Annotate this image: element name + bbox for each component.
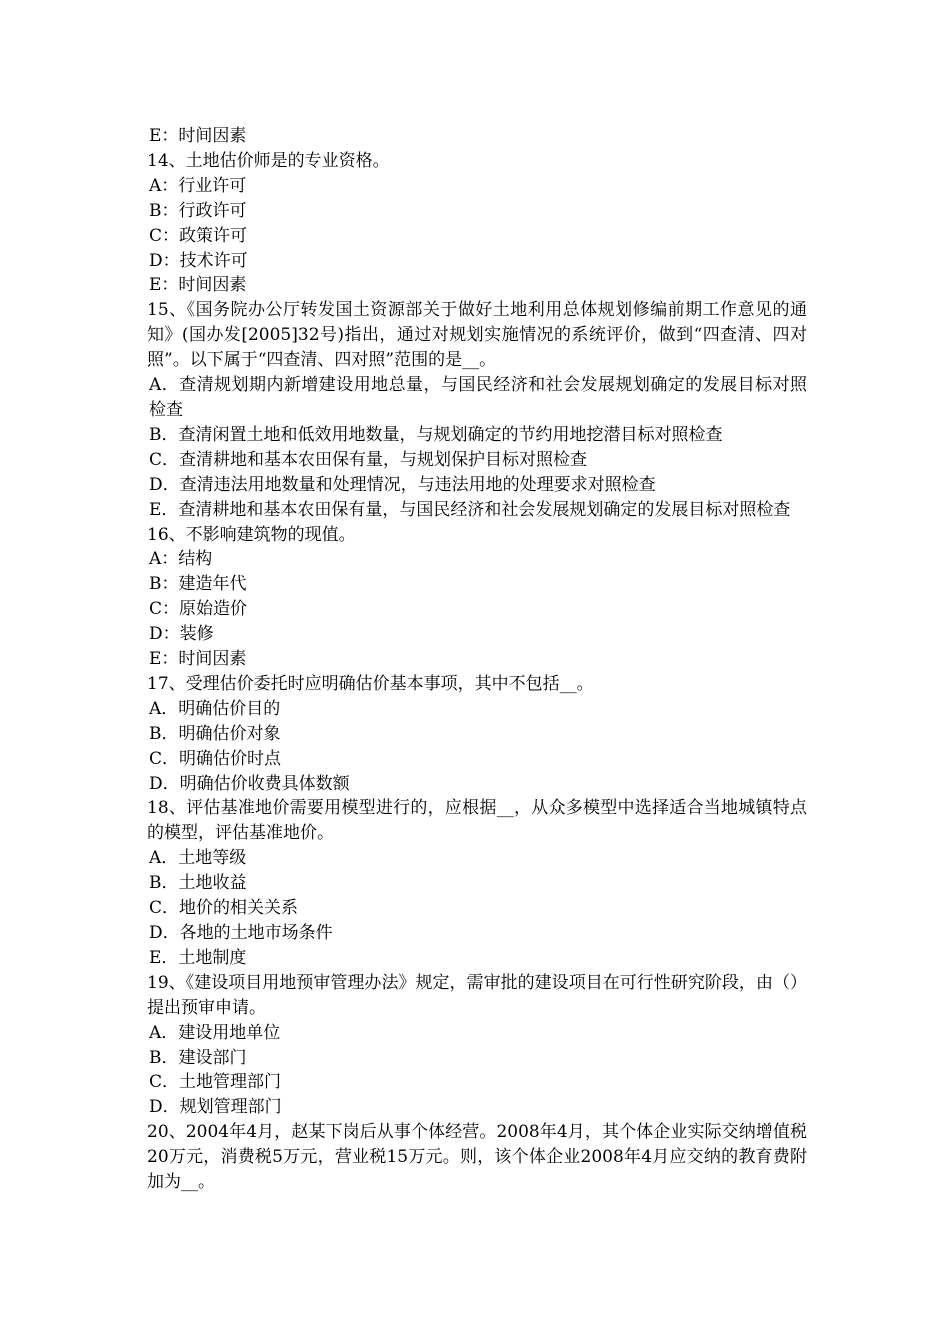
- option-text: C：政策许可: [149, 225, 248, 246]
- option-text: A：行业许可: [149, 175, 247, 196]
- option-text: A．建设用地单位: [149, 1022, 281, 1043]
- option-text: D．各地的土地市场条件: [149, 923, 333, 943]
- option-text: B：行政许可: [149, 200, 247, 221]
- option-text: E：时间因素: [149, 275, 247, 296]
- question-stem-18: 18、评估基准地价需要用模型进行的，应根据__，从众多模型中选择适合当地城镇特点的模型，评估基准地价。: [147, 798, 807, 844]
- option-text: C．查清耕地和基本农田保有量，与规划保护目标对照检查: [149, 449, 588, 470]
- question-stem-15: 15、《国务院办公厅转发国土资源部关于做好土地利用总体规划修编前期工作意见的通知》(国办发[2005]32号)指出，通过对规划实施情况的系统评价，做到“四查清、四对照”。以下属于“四查清、四对照”范围的是__。: [147, 300, 807, 371]
- document-body: [147, 124, 807, 1195]
- option-text: B．查清闲置土地和低效用地数量，与规划确定的节约用地挖潜目标对照检查: [149, 424, 723, 445]
- option-text: B．明确估价对象: [149, 723, 281, 744]
- option-text: E．土地制度: [149, 947, 247, 968]
- option-text: D：装修: [149, 624, 214, 645]
- option-text: C．明确估价时点: [149, 748, 282, 769]
- option-text: A：结构: [149, 549, 213, 570]
- option-text: E：时间因素: [149, 126, 247, 146]
- option-text: E．查清耕地和基本农田保有量，与国民经济和社会发展规划确定的发展目标对照检查: [149, 499, 791, 520]
- option-text: D．查清违法用地数量和处理情况，与违法用地的处理要求对照检查: [149, 474, 656, 495]
- option-text: A．土地等级: [149, 848, 247, 869]
- option-text: C．地价的相关关系: [149, 898, 299, 919]
- question-stem-17: 17、受理估价委托时应明确估价基本事项，其中不包括__。: [147, 673, 594, 694]
- option-text: D：技术许可: [149, 250, 248, 271]
- option-text: B．建设部门: [149, 1047, 247, 1068]
- option-text: A．查清规划期内新增建设用地总量，与国民经济和社会发展规划确定的发展目标对照检查: [149, 375, 807, 420]
- option-text: B．土地收益: [149, 873, 247, 894]
- question-stem-14: 14、土地估价师是的专业资格。: [147, 150, 390, 171]
- question-stem-20: 20、2004年4月，赵某下岗后从事个体经营。2008年4月，其个体企业实际交纳增值税20万元，消费税5万元，营业税15万元。则，该个体企业2008年4月应交纳的教育费附加为__。: [147, 1122, 807, 1193]
- question-stem-19: 19、《建设项目用地预审管理办法》规定，需审批的建设项目在可行性研究阶段，由（）提出预审申请。: [147, 972, 807, 1018]
- option-text: E：时间因素: [149, 649, 247, 670]
- option-text: A．明确估价目的: [149, 698, 281, 719]
- option-text: C：原始造价: [149, 599, 248, 620]
- option-text: B：建造年代: [149, 574, 247, 595]
- question-stem-16: 16、不影响建筑物的现值。: [147, 524, 356, 545]
- option-text: C．土地管理部门: [149, 1072, 282, 1093]
- option-text: D．明确估价收费具体数额: [149, 773, 350, 794]
- option-text: D．规划管理部门: [149, 1097, 282, 1118]
